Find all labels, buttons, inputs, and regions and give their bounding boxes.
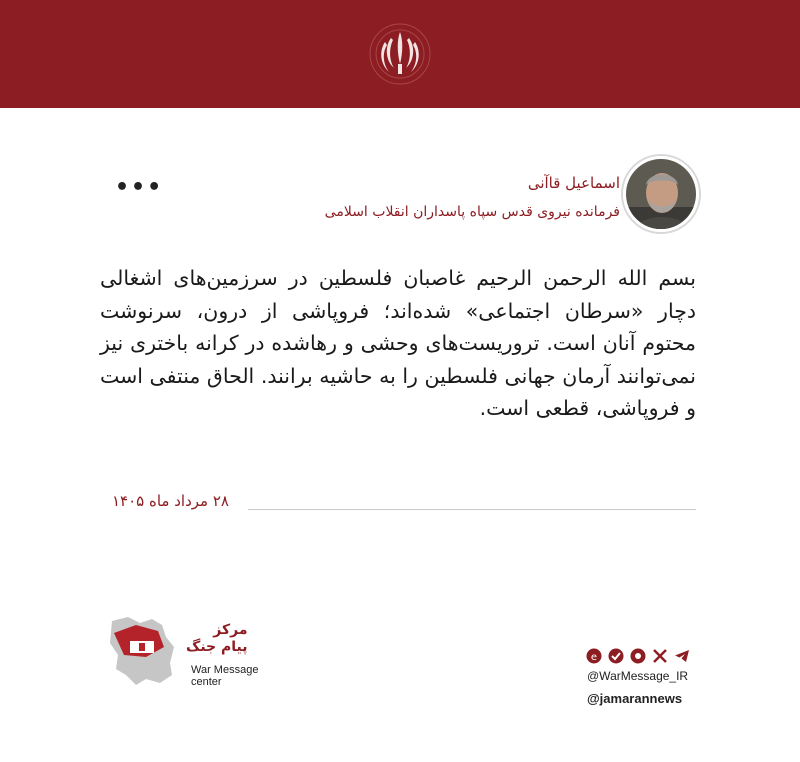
logo-english (191, 664, 258, 688)
logo-title (186, 622, 248, 656)
logo-en-line1: War Message (191, 664, 259, 676)
logo-title-line1: مرکز (213, 622, 248, 638)
handle-secondary[interactable]: @jamarannews (587, 691, 683, 706)
iran-emblem-icon (367, 18, 433, 90)
iran-map-logo-icon (106, 613, 178, 687)
check-icon[interactable] (608, 648, 624, 664)
handle-primary[interactable]: @WarMessage_IR (587, 669, 689, 683)
portrait-image (626, 159, 696, 229)
more-options-icon[interactable]: ••• (115, 175, 164, 200)
social-icons (586, 648, 694, 666)
date-divider (248, 509, 696, 510)
header-banner (0, 0, 800, 108)
svg-text:e: e (590, 652, 598, 663)
logo-en-line2: center (191, 676, 222, 688)
telegram-icon[interactable] (674, 648, 690, 664)
soroush-icon[interactable] (630, 648, 646, 664)
eitaa-icon[interactable] (586, 648, 602, 664)
post-text: بسم الله الرحمن الرحیم غاصبان فلسطین در سرزمین‌های اشغالی دچار «سرطان اجتماعی» شده‌اند؛ فروپاشی از درون، سرنوشت محتوم آنان است. تروریست‌های وحشی و رهاشده در کرانه باختری نیز نمی‌توانند آرمان جهانی فلسطین را به حاشیه برانند. الحاق منتفی است و فروپاشی، قطعی است. (100, 266, 696, 420)
author-name[interactable]: اسماعیل قاآنی (527, 174, 620, 192)
logo-title-line2: پیام جنگ (186, 639, 248, 655)
x-icon[interactable] (652, 648, 668, 664)
post-date: ۲۸ مرداد ماه ۱۴۰۵ (112, 492, 229, 510)
author-role: فرمانده نیروی قدس سپاه پاسداران انقلاب اسلامی (324, 204, 620, 220)
author-avatar[interactable] (623, 156, 699, 232)
